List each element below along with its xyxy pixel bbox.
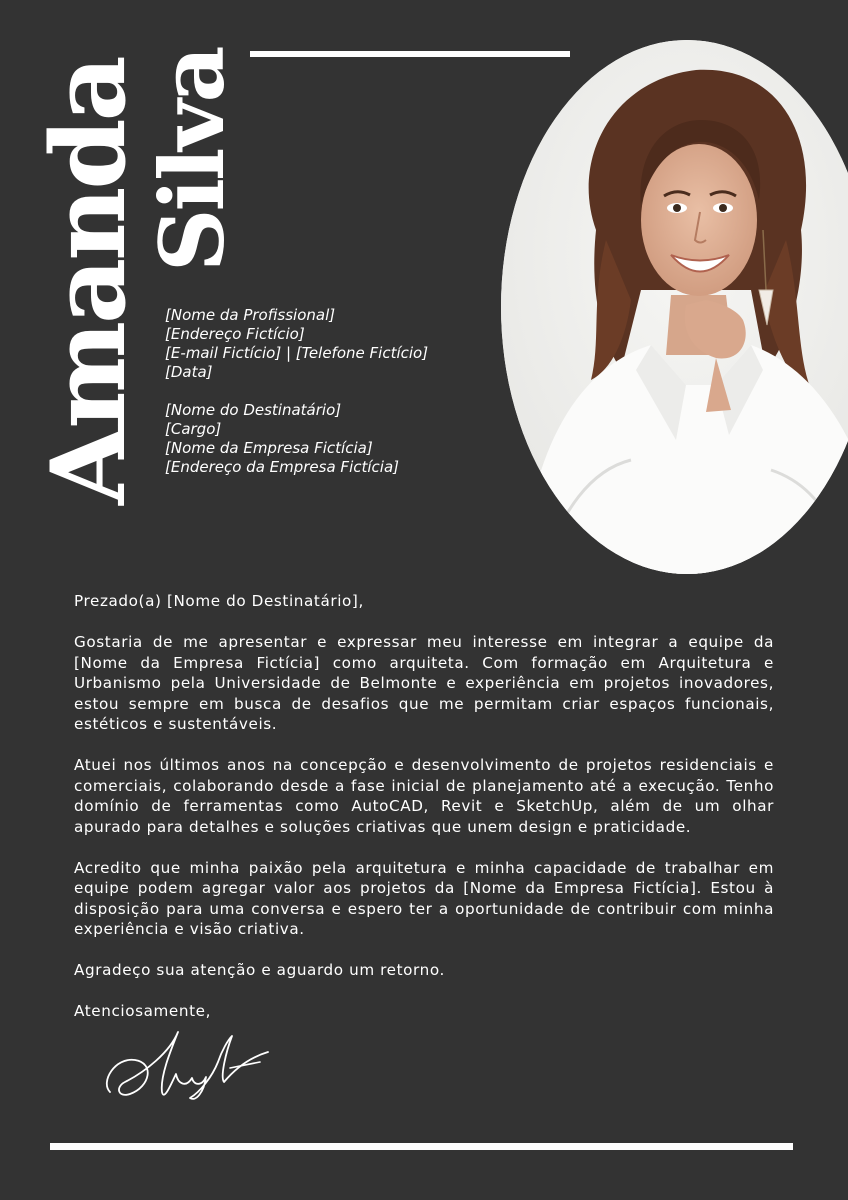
sender-name: [Nome da Profissional] [165,306,336,324]
letter-salutation: Prezado(a) [Nome do Destinatário], [74,592,364,610]
recipient-company: [Nome da Empresa Fictícia] [165,439,373,457]
profile-photo [501,40,848,574]
sender-email-phone: [E-mail Fictício] | [Telefone Fictício] [165,344,429,362]
recipient-company-address: [Endereço da Empresa Fictícia] [165,458,399,476]
letter-paragraph-experience: Atuei nos últimos anos na concepção e desenvolvimento de projetos residenciais e comerciais, colaborando desde a fase inicial de planejamento até a execução. Tenho domínio de ferramentas como AutoCAD, Revit e SketchUp, além de um olhar apurado para detalhes e soluções criativas que unem design e praticidade. [74,756,774,836]
letter-closing: Atenciosamente, [74,1002,212,1020]
sender-address: [Endereço Fictício] [165,325,305,343]
top-divider [250,51,570,57]
last-name-heading: Silva [140,48,244,272]
handwritten-signature [100,1022,275,1107]
contact-block [165,306,428,477]
recipient-name: [Nome do Destinatário] [165,401,342,419]
letter-paragraph-motivation: Acredito que minha paixão pela arquitetura e minha capacidade de trabalhar em equipe podem agregar valor aos projetos da [Nome da Empresa Fictícia]. Estou à disposição para uma conversa e espero ter a oportunidade de contribuir com minha experiência e visão criativa. [74,858,774,938]
contact-spacer [165,382,428,401]
bottom-divider [50,1143,793,1150]
letter-date: [Data] [165,363,213,381]
letter-body [74,591,774,1022]
letter-paragraph-thanks: Agradeço sua atenção e aguardo um retorno. [74,961,445,979]
portrait-illustration [501,40,848,574]
recipient-role: [Cargo] [165,420,222,438]
first-name-heading: Amanda [29,58,149,505]
letter-paragraph-intro: Gostaria de me apresentar e expressar meu interesse em integrar a equipe da [Nome da Empresa Fictícia] como arquiteta. Com formação em Arquitetura e Urbanismo pela Universidade de Belmonte e experiência em projetos inovadores, estou sempre em busca de desafios que me permitam criar espaços funcionais, estéticos e sustentáveis. [74,633,774,733]
